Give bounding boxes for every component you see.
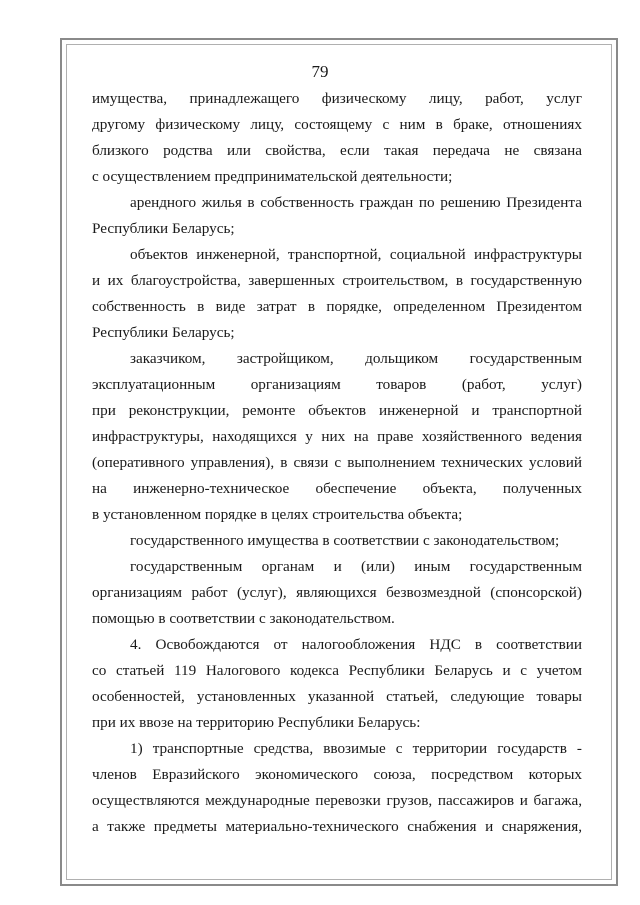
paragraph [92,86,582,190]
text-line: в установленном порядке в целях строительства объекта; [92,506,463,523]
text-line: организациям работ (услуг), являющихся безвозмездной (спонсорской) [92,584,582,601]
text-line: заказчиком, застройщиком, дольщиком государственным [130,350,582,367]
text-line: инфраструктуры, находящихся у них на праве хозяйственного ведения [92,428,582,445]
text-line: с осуществлением предпринимательской деятельности; [92,168,453,185]
text-line: государственным органам и (или) иным государственным [130,558,582,575]
paragraph [92,632,582,736]
page-number: 79 [311,62,329,81]
text-line: государственного имущества в соответствии с законодательством; [130,532,560,549]
text-line: особенностей, установленных указанной статьей, следующие товары [92,688,582,705]
text-line: близкого родства или свойства, если такая передача не связана [92,142,582,159]
text-line: на инженерно-техническое обеспечение объекта, полученных [92,480,582,497]
text-line: 4. Освобождаются от налогообложения НДС в соответствии [130,636,582,653]
paragraph [92,346,582,528]
text-line: объектов инженерной, транспортной, социальной инфраструктуры [130,246,582,263]
text-line: имущества, принадлежащего физическому лицу, работ, услуг [92,90,582,107]
paragraph [92,736,582,840]
text-line: Республики Беларусь; [92,324,235,341]
text-line: членов Евразийского экономического союза, посредством которых [92,766,582,783]
text-line: арендного жилья в собственность граждан по решению Президента [130,194,582,211]
text-line: помощью в соответствии с законодательством. [92,610,395,627]
text-line: и их благоустройства, завершенных строительством, в государственную [92,272,582,289]
text-line: Республики Беларусь; [92,220,235,237]
text-line: а также предметы материально-технического снабжения и снаряжения, [92,818,582,835]
text-line: при их ввозе на территорию Республики Беларусь: [92,714,421,731]
text-line: другому физическому лицу, состоящему с ним в браке, отношениях [92,116,582,133]
paragraph [92,528,582,554]
paragraph [92,242,582,346]
text-line: собственность в виде затрат в порядке, определенном Президентом [92,298,582,315]
document-body [92,86,582,840]
text-line: 1) транспортные средства, ввозимые с территории государств - [130,740,582,757]
text-line: (оперативного управления), в связи с выполнением технических условий [92,454,582,471]
text-line: осуществляются международные перевозки грузов, пассажиров и багажа, [92,792,582,809]
text-line: при реконструкции, ремонте объектов инженерной и транспортной [92,402,582,419]
text-line: со статьей 119 Налогового кодекса Республики Беларусь и с учетом [92,662,582,679]
paragraph [92,554,582,632]
paragraph [92,190,582,242]
text-line: эксплуатационным организациям товаров (работ, услуг) [92,376,582,393]
